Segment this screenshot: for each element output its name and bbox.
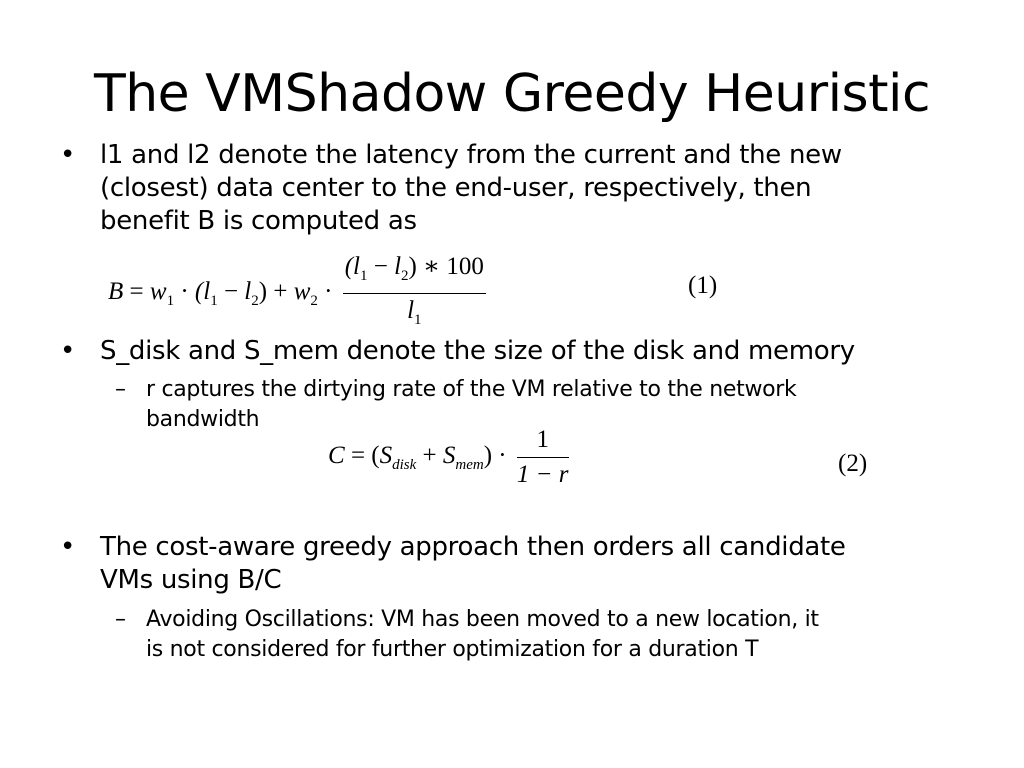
eq1-minus: − (223, 278, 239, 306)
sub-bullet-marker: – (115, 607, 126, 632)
sub-bullet-3-1 (115, 605, 986, 665)
bullet-1 (60, 139, 980, 238)
equation-2: $C = (S_{disk} + S_{mem})$ · $\frac{1}{1 - r}$ (328, 426, 569, 488)
eq2-s-mem-sub: mem (455, 457, 484, 474)
eq1-w1-sub: 1 (166, 293, 175, 310)
bullet-1-line-3: benefit B is computed as (100, 206, 417, 236)
eq1-w2: w (293, 278, 311, 306)
eq1-term1-open: (l (194, 278, 211, 306)
eq2-lhs: C (328, 442, 345, 470)
eq2-s-disk: S (379, 442, 393, 470)
sub-bullet-3-1-line-2: is not considered for further optimization for a duration T (146, 637, 759, 662)
eq1-w2-sub: 2 (310, 293, 318, 310)
eq1-l2: l (244, 278, 252, 306)
eq1-term1-close: ) (258, 278, 268, 306)
eq2-frac-numerator: 1 (517, 425, 569, 458)
eq1-frac-numerator: $(l_1 - l_2)$ ∗ 100 (343, 252, 486, 294)
eq1-plus: + (273, 278, 288, 306)
eq1-fraction (343, 252, 486, 335)
bullet-2 (60, 335, 1000, 368)
sub-bullet-3-1-line-1: Avoiding Oscillations: VM has been moved to a new location, it (146, 607, 819, 632)
eq1-lhs: B (108, 278, 124, 306)
bullet-marker: • (60, 336, 76, 366)
equation-2-number: (2) (838, 450, 868, 477)
bullet-1-line-2: (closest) data center to the end-user, respectively, then (100, 173, 812, 203)
eq1-l2-sub: 2 (251, 293, 259, 310)
bullet-1-line-1: l1 and l2 denote the latency from the current and the new (100, 140, 842, 170)
sub-bullet-2-1-line-2: bandwidth (146, 407, 260, 432)
eq2-frac-denominator: 1 − r (516, 461, 569, 488)
eq1-w1: w (149, 278, 167, 306)
slide-title: The VMShadow Greedy Heuristic (93, 64, 931, 124)
bullet-marker: • (60, 532, 76, 562)
bullet-3-line-1: The cost-aware greedy approach then orders all candidate (100, 532, 846, 562)
sub-bullet-2-1-line-1: r captures the dirtying rate of the VM relative to the network (146, 377, 797, 402)
bullet-3-line-2: VMs using B/C (100, 565, 282, 595)
equation-1: $B = w_1 \cdot (l_1 - l_2) + w_2$ · $\frac{(l_1 - l_2) ∗ 100}{l_1}$ (108, 252, 490, 335)
sub-bullet-marker: – (115, 377, 126, 402)
eq2-s-disk-sub: disk (392, 457, 417, 474)
eq2-fraction (517, 425, 569, 490)
bullet-3 (60, 531, 980, 597)
eq1-l1-sub: 1 (210, 293, 218, 310)
eq2-s-mem: S (442, 442, 456, 470)
bullet-marker: • (60, 140, 76, 170)
eq1-frac-denominator: $l_1$ (407, 297, 422, 328)
bullet-2-line-1: S_disk and S_mem denote the size of the disk and memory (100, 336, 855, 366)
equation-1-number: (1) (688, 272, 718, 299)
